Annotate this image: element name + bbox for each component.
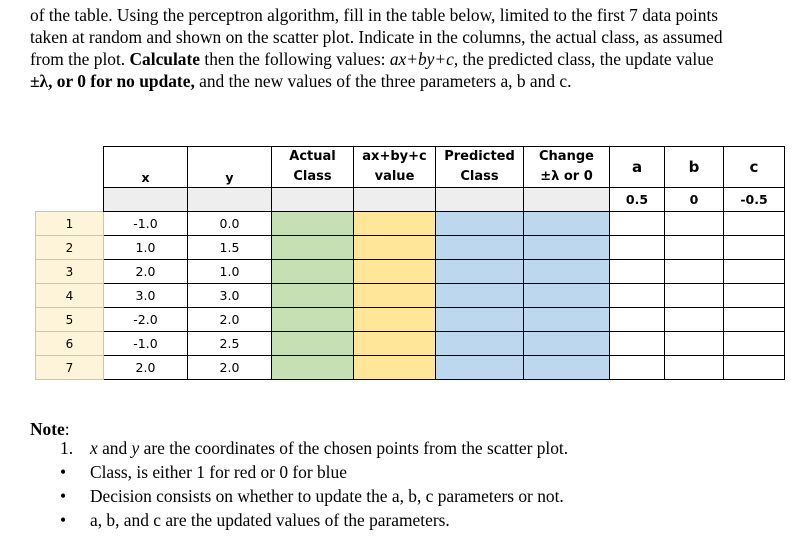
c-input[interactable]: [724, 236, 785, 260]
predicted-class-input[interactable]: [436, 236, 524, 260]
value-input[interactable]: [354, 308, 436, 332]
value-input[interactable]: [354, 236, 436, 260]
perceptron-table: [35, 146, 785, 380]
y-cell: 3.0: [188, 284, 272, 308]
change-input[interactable]: [524, 356, 610, 380]
instructions-line-3: from the plot. Calculate then the following values: ax+by+c, the predicted class, the update value: [30, 49, 714, 69]
index-cell: 6: [36, 332, 104, 356]
change-input[interactable]: [524, 260, 610, 284]
a-input[interactable]: [610, 332, 665, 356]
initial-row-index: [36, 188, 104, 212]
index-cell: 1: [36, 212, 104, 236]
header-row: [36, 147, 785, 188]
initial-b: 0: [665, 188, 724, 212]
actual-class-input[interactable]: [272, 332, 354, 356]
predicted-class-input[interactable]: [436, 356, 524, 380]
initial-predicted-cell: [436, 188, 524, 212]
change-input[interactable]: [524, 236, 610, 260]
index-cell: 4: [36, 284, 104, 308]
y-cell: 2.0: [188, 308, 272, 332]
b-input[interactable]: [665, 284, 724, 308]
value-input[interactable]: [354, 260, 436, 284]
c-input[interactable]: [724, 284, 785, 308]
note-item-1: 1. x and y are the coordinates of the chosen points from the scatter plot.: [60, 438, 569, 458]
b-input[interactable]: [665, 308, 724, 332]
initial-x-cell: [104, 188, 188, 212]
header-actual-class: Actual Class: [272, 147, 354, 188]
c-input[interactable]: [724, 260, 785, 284]
table-row: [36, 212, 785, 236]
bullet-icon: •: [60, 462, 67, 482]
index-cell: 3: [36, 260, 104, 284]
x-cell: -1.0: [104, 212, 188, 236]
b-input[interactable]: [665, 236, 724, 260]
x-cell: 2.0: [104, 260, 188, 284]
a-input[interactable]: [610, 356, 665, 380]
initial-row: [36, 188, 785, 212]
predicted-class-input[interactable]: [436, 212, 524, 236]
a-input[interactable]: [610, 212, 665, 236]
header-c: c: [724, 147, 785, 188]
header-value: ax+by+c value: [354, 147, 436, 188]
initial-actual-cell: [272, 188, 354, 212]
instructions-line-2: taken at random and shown on the scatter plot. Indicate in the columns, the actual class, as assumed: [30, 27, 723, 47]
actual-class-input[interactable]: [272, 260, 354, 284]
x-cell: 3.0: [104, 284, 188, 308]
table-row: [36, 332, 785, 356]
header-predicted-class: Predicted Class: [436, 147, 524, 188]
header-change: Change ±λ or 0: [524, 147, 610, 188]
change-input[interactable]: [524, 332, 610, 356]
note-title: Note:: [30, 419, 70, 439]
change-input[interactable]: [524, 284, 610, 308]
value-input[interactable]: [354, 356, 436, 380]
a-input[interactable]: [610, 236, 665, 260]
header-y: y: [188, 147, 272, 188]
initial-c: -0.5: [724, 188, 785, 212]
x-cell: 1.0: [104, 236, 188, 260]
index-cell: 5: [36, 308, 104, 332]
instructions-paragraph: [30, 4, 790, 92]
x-cell: 2.0: [104, 356, 188, 380]
table-row: [36, 284, 785, 308]
index-cell: 7: [36, 356, 104, 380]
table-row: [36, 260, 785, 284]
header-b: b: [665, 147, 724, 188]
b-input[interactable]: [665, 260, 724, 284]
x-cell: -1.0: [104, 332, 188, 356]
b-input[interactable]: [665, 356, 724, 380]
actual-class-input[interactable]: [272, 212, 354, 236]
data-rows: [36, 212, 785, 380]
a-input[interactable]: [610, 308, 665, 332]
y-cell: 2.5: [188, 332, 272, 356]
initial-value-cell: [354, 188, 436, 212]
value-input[interactable]: [354, 284, 436, 308]
predicted-class-input[interactable]: [436, 260, 524, 284]
note-item-4: • a, b, and c are the updated values of the parameters.: [60, 510, 450, 530]
initial-change-cell: [524, 188, 610, 212]
bullet-icon: •: [60, 486, 67, 506]
c-input[interactable]: [724, 356, 785, 380]
actual-class-input[interactable]: [272, 308, 354, 332]
y-cell: 1.5: [188, 236, 272, 260]
b-input[interactable]: [665, 212, 724, 236]
bullet-icon: •: [60, 510, 67, 530]
index-cell: 2: [36, 236, 104, 260]
b-input[interactable]: [665, 332, 724, 356]
actual-class-input[interactable]: [272, 356, 354, 380]
note-item-2: • Class, is either 1 for red or 0 for blue: [60, 462, 347, 482]
initial-y-cell: [188, 188, 272, 212]
instructions-line-1: of the table. Using the perceptron algorithm, fill in the table below, limited to the first 7 data points: [30, 5, 719, 25]
table-row: [36, 236, 785, 260]
a-input[interactable]: [610, 260, 665, 284]
note-item-3: • Decision consists on whether to update the a, b, c parameters or not.: [60, 486, 564, 506]
actual-class-input[interactable]: [272, 236, 354, 260]
predicted-class-input[interactable]: [436, 308, 524, 332]
table-row: [36, 308, 785, 332]
header-x: x: [104, 147, 188, 188]
predicted-class-input[interactable]: [436, 332, 524, 356]
value-input[interactable]: [354, 332, 436, 356]
value-input[interactable]: [354, 212, 436, 236]
initial-a: 0.5: [610, 188, 665, 212]
c-input[interactable]: [724, 212, 785, 236]
a-input[interactable]: [610, 284, 665, 308]
actual-class-input[interactable]: [272, 284, 354, 308]
table-row: [36, 356, 785, 380]
y-cell: 0.0: [188, 212, 272, 236]
y-cell: 1.0: [188, 260, 272, 284]
instructions-line-4: ±λ, or 0 for no update, and the new values of the three parameters a, b and c.: [30, 71, 572, 91]
y-cell: 2.0: [188, 356, 272, 380]
predicted-class-input[interactable]: [436, 284, 524, 308]
change-input[interactable]: [524, 212, 610, 236]
c-input[interactable]: [724, 308, 785, 332]
x-cell: -2.0: [104, 308, 188, 332]
corner-cell: [36, 147, 104, 188]
c-input[interactable]: [724, 332, 785, 356]
change-input[interactable]: [524, 308, 610, 332]
header-a: a: [610, 147, 665, 188]
